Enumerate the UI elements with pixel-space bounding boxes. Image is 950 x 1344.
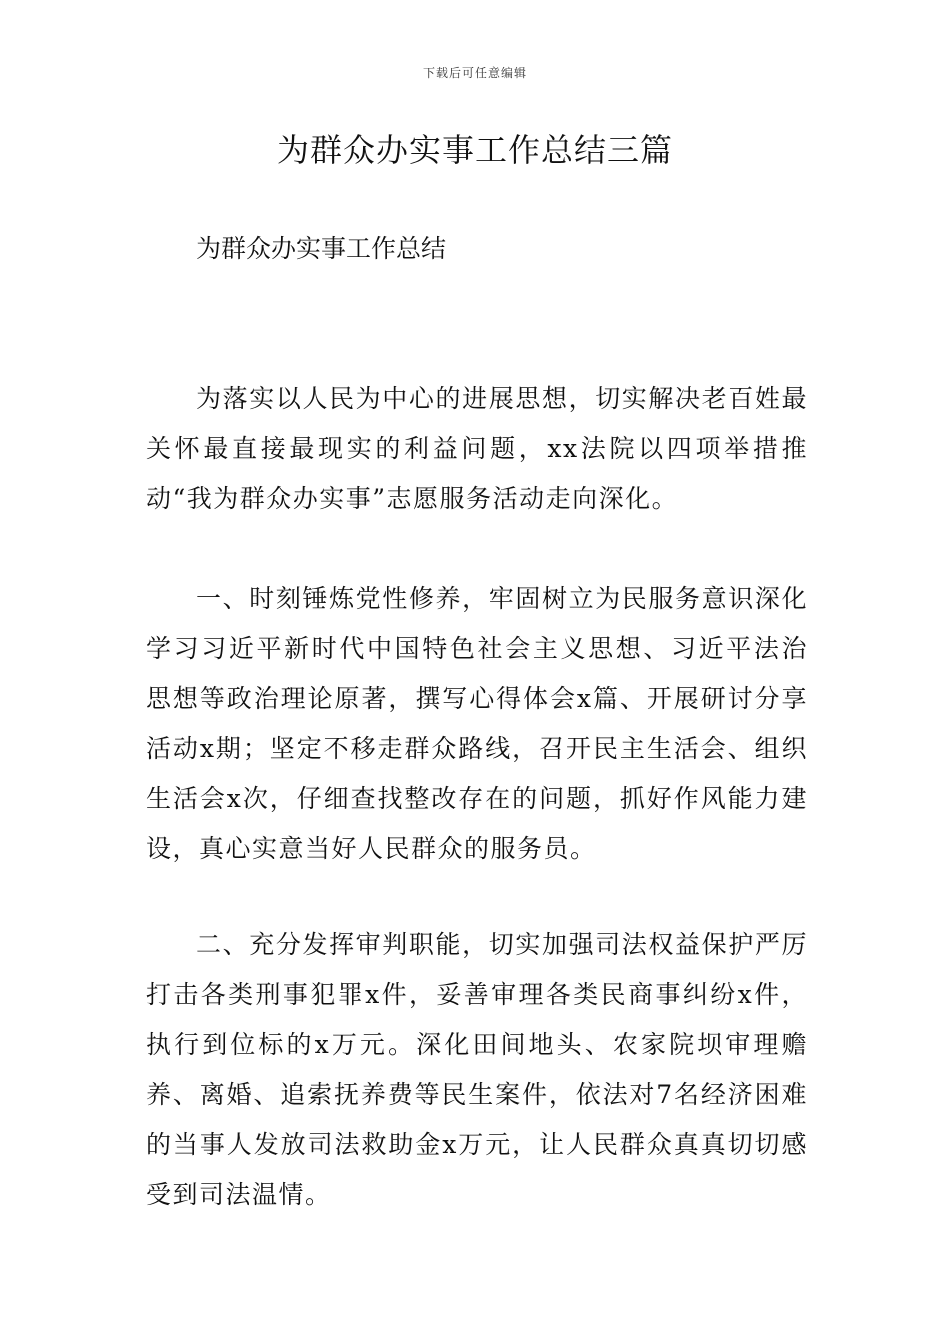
paragraph-section-two: 二、充分发挥审判职能，切实加强司法权益保护严厉打击各类刑事犯罪x件，妥善审理各类民商事纠纷x件，执行到位标的x万元。深化田间地头、农家院坝审理赡养、离婚、追索抚养费等民生案件，依法对7名经济困难的当事人发放司法救助金x万元，让人民群众真真切切感受到司法温情。 [146, 930, 808, 1209]
document-title: 为群众办实事工作总结三篇 [276, 131, 673, 169]
document-subtitle: 为群众办实事工作总结 [196, 234, 447, 263]
paragraph-intro: 为落实以人民为中心的进展思想，切实解决老百姓最关怀最直接最现实的利益问题，xx法院以四项举措推动“我为群众办实事”志愿服务活动走向深化。 [146, 384, 808, 513]
header-note: 下载后可任意编辑 [422, 66, 527, 80]
paragraph-section-one: 一、时刻锤炼党性修养，牢固树立为民服务意识深化学习习近平新时代中国特色社会主义思想、习近平法治思想等政治理论原著，撰写心得体会x篇、开展研讨分享活动x期；坚定不移走群众路线，召开民主生活会、组织生活会x次，仔细查找整改存在的问题，抓好作风能力建设，真心实意当好人民群众的服务员。 [146, 584, 808, 863]
